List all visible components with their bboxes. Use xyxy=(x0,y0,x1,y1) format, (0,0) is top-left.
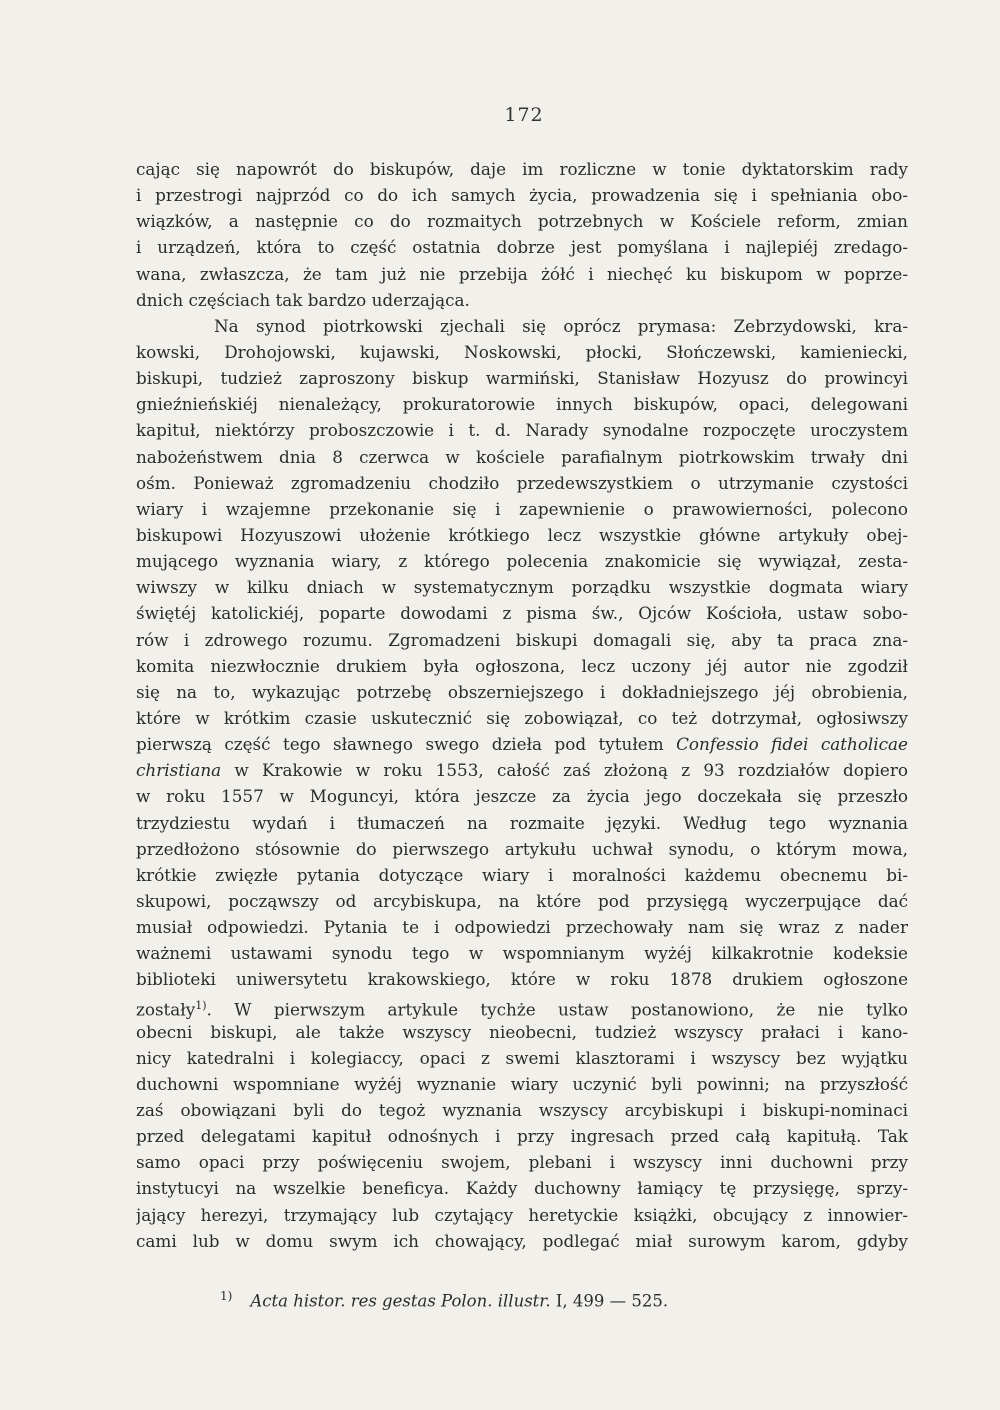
line-text: się na to, wykazując potrzebę obszerniejszego i dokładniejszego jéj obrobienia, xyxy=(136,681,908,702)
line-text: wiązków, a następnie co do rozmaitych potrzebnych w Kościele reform, zmian xyxy=(136,211,908,232)
line-text: jający herezyi, trzymający lub czytający heretyckie książki, obcujący z innowier- xyxy=(136,1204,908,1225)
text-line xyxy=(136,966,908,992)
text-line xyxy=(136,1123,908,1149)
italic-title: Confessio fidei catholicae xyxy=(676,734,908,755)
line-text: które w krótkim czasie uskutecznić się zobowiązał, co też dotrzymał, ogłosiwszy xyxy=(136,707,908,728)
text-line xyxy=(136,993,908,1019)
line-text: gnieźnieńskiéj nienależący, prokuratorowie innych biskupów, opaci, delegowani xyxy=(136,394,908,415)
line-text: nabożeństwem dnia 8 czerwca w kościele parafialnym piotrkowskim trwały dni xyxy=(136,446,908,467)
text-line xyxy=(136,836,908,862)
text-line xyxy=(136,783,908,809)
line-text: pierwszą część tego sławnego swego dzieła pod tytułem xyxy=(136,734,677,755)
footnote-mark: 1) xyxy=(220,1289,233,1303)
line-text: instytucyi na wszelkie beneficya. Każdy duchowny łamiący tę przysięgę, sprzy- xyxy=(136,1178,908,1199)
text-line xyxy=(136,1228,908,1254)
footnote-title: Acta histor. res gestas Polon. illustr. xyxy=(250,1291,551,1311)
line-text: samo opaci przy poświęceniu swojem, plebani i wszyscy inni duchowni przy xyxy=(136,1152,908,1173)
text-line xyxy=(136,731,908,757)
line-text: rów i zdrowego rozumu. Zgromadzeni biskupi domagali się, aby ta praca zna- xyxy=(136,629,908,650)
text-line xyxy=(136,444,908,470)
text-line xyxy=(136,365,908,391)
line-text: musiał odpowiedzi. Pytania te i odpowiedzi przechowały nam się wraz z nader xyxy=(136,917,908,938)
line-text: w roku 1557 w Moguncyi, która jeszcze za życia jego doczekała się przeszło xyxy=(136,786,908,807)
text-line xyxy=(136,888,908,914)
text-line xyxy=(136,600,908,626)
text-line xyxy=(136,470,908,496)
line-text: cając się napowrót do biskupów, daje im rozliczne w tonie dyktatorskim rady xyxy=(136,159,908,179)
line-text: nicy katedralni i kolegiaccy, opaci z swemi klasztorami i wszyscy bez wyjątku xyxy=(136,1047,908,1068)
text-line xyxy=(136,914,908,940)
text-line xyxy=(136,757,908,783)
line-text: mującego wyznania wiary, z którego polecenia znakomicie się wywiązał, zesta- xyxy=(136,551,908,572)
line-text: kapituł, niektórzy proboszczowie i t. d. Narady synodalne rozpoczęte uroczystem xyxy=(136,420,908,441)
text-line xyxy=(136,208,908,234)
text-line xyxy=(136,156,908,182)
line-text: zostały xyxy=(136,999,196,1019)
text-line xyxy=(136,182,908,208)
text-line xyxy=(136,574,908,600)
text-line xyxy=(136,391,908,417)
text-line xyxy=(136,522,908,548)
text-line xyxy=(136,862,908,888)
text-line xyxy=(136,810,908,836)
line-text: obecni biskupi, ale także wszyscy nieobecni, tudzież wszyscy prałaci i kano- xyxy=(136,1021,908,1042)
text-line xyxy=(136,1175,908,1201)
text-line xyxy=(136,705,908,731)
line-text: duchowni wspomniane wyżéj wyznanie wiary uczynić byli powinni; na przyszłość xyxy=(136,1073,908,1094)
text-line xyxy=(136,679,908,705)
line-text: komita niezwłocznie drukiem była ogłoszona, lecz uczony jéj autor nie zgodził xyxy=(136,655,908,676)
line-text: biblioteki uniwersytetu krakowskiego, które w roku 1878 drukiem ogłoszone xyxy=(136,969,908,990)
line-text: wiwszy w kilku dniach w systematycznym porządku wszystkie dogmata wiary xyxy=(136,577,908,598)
text-line xyxy=(136,940,908,966)
line-text: biskupowi Hozyuszowi ułożenie krótkiego lecz wszystkie główne artykuły obej- xyxy=(136,524,908,545)
line-text: dnich częściach tak bardzo uderzająca. xyxy=(136,289,470,310)
text-line xyxy=(136,417,908,443)
line-text: przedłożono stósownie do pierwszego artykułu uchwał synodu, o którym mowa, xyxy=(136,838,908,859)
body-text xyxy=(136,156,908,1254)
text-line xyxy=(136,1202,908,1228)
footnote xyxy=(220,1289,668,1311)
line-text-continued: . W pierwszym artykule tychże ustaw postanowiono, że nie tylko xyxy=(206,999,908,1019)
text-line xyxy=(136,1019,908,1045)
line-text: trzydziestu wydań i tłumaczeń na rozmaite języki. Według tego wyznania xyxy=(136,812,908,833)
footnote-reference-mark: 1) xyxy=(195,998,207,1012)
text-line xyxy=(136,496,908,522)
text-line xyxy=(136,1097,908,1123)
text-line xyxy=(136,548,908,574)
text-line xyxy=(136,234,908,260)
text-line xyxy=(136,1149,908,1175)
line-text: świętéj katolickiéj, poparte dowodami z pisma św., Ojców Kościoła, ustaw sobo- xyxy=(136,603,908,624)
text-line xyxy=(136,653,908,679)
italic-title: christiana xyxy=(136,760,222,781)
line-text: ważnemi ustawami synodu tego w wspomnianym wyżéj kilkakrotnie kodeksie xyxy=(136,943,908,964)
line-text: i urządzeń, która to część ostatnia dobrze jest pomyślana i najlepiéj zredago- xyxy=(136,237,908,258)
line-text: skupowi, począwszy od arcybiskupa, na które pod przysięgą wyczerpujące dać xyxy=(136,890,908,911)
line-text: wana, zwłaszcza, że tam już nie przebija żółć i niechęć ku biskupom w poprze- xyxy=(136,263,908,284)
footnote-reference: I, 499 — 525. xyxy=(550,1291,669,1311)
text-line xyxy=(136,313,908,339)
text-line xyxy=(136,287,908,313)
text-line xyxy=(136,261,908,287)
text-line xyxy=(136,1045,908,1071)
line-text: cami lub w domu swym ich chowający, podlegać miał surowym karom, gdyby xyxy=(136,1230,908,1251)
line-text: kowski, Drohojowski, kujawski, Noskowski, płocki, Słończewski, kamieniecki, xyxy=(136,341,908,362)
line-text: Na synod piotrkowski zjechali się oprócz prymasa: Zebrzydowski, kra- xyxy=(214,315,908,336)
line-text: biskupi, tudzież zaproszony biskup warmiński, Stanisław Hozyusz do prowincyi xyxy=(136,368,908,389)
line-text: i przestrogi najprzód co do ich samych życia, prowadzenia się i spełniania obo- xyxy=(136,185,908,206)
line-text: wiary i wzajemne przekonanie się i zapewnienie o prawowierności, polecono xyxy=(136,498,908,519)
page-number: 172 xyxy=(504,104,544,126)
line-text: ośm. Ponieważ zgromadzeniu chodziło przedewszystkiem o utrzymanie czystości xyxy=(136,472,908,493)
text-line xyxy=(136,627,908,653)
line-text: w Krakowie w roku 1553, całość zaś złożoną z 93 rozdziałów dopiero xyxy=(221,760,908,781)
line-text: krótkie zwięzłe pytania dotyczące wiary i moralności każdemu obecnemu bi- xyxy=(136,864,908,885)
line-text: zaś obowiązani byli do tegoż wyznania wszyscy arcybiskupi i biskupi-nominaci xyxy=(136,1100,908,1121)
text-line xyxy=(136,339,908,365)
text-line xyxy=(136,1071,908,1097)
line-text: przed delegatami kapituł odnośnych i przy ingresach przed całą kapitułą. Tak xyxy=(136,1126,908,1147)
